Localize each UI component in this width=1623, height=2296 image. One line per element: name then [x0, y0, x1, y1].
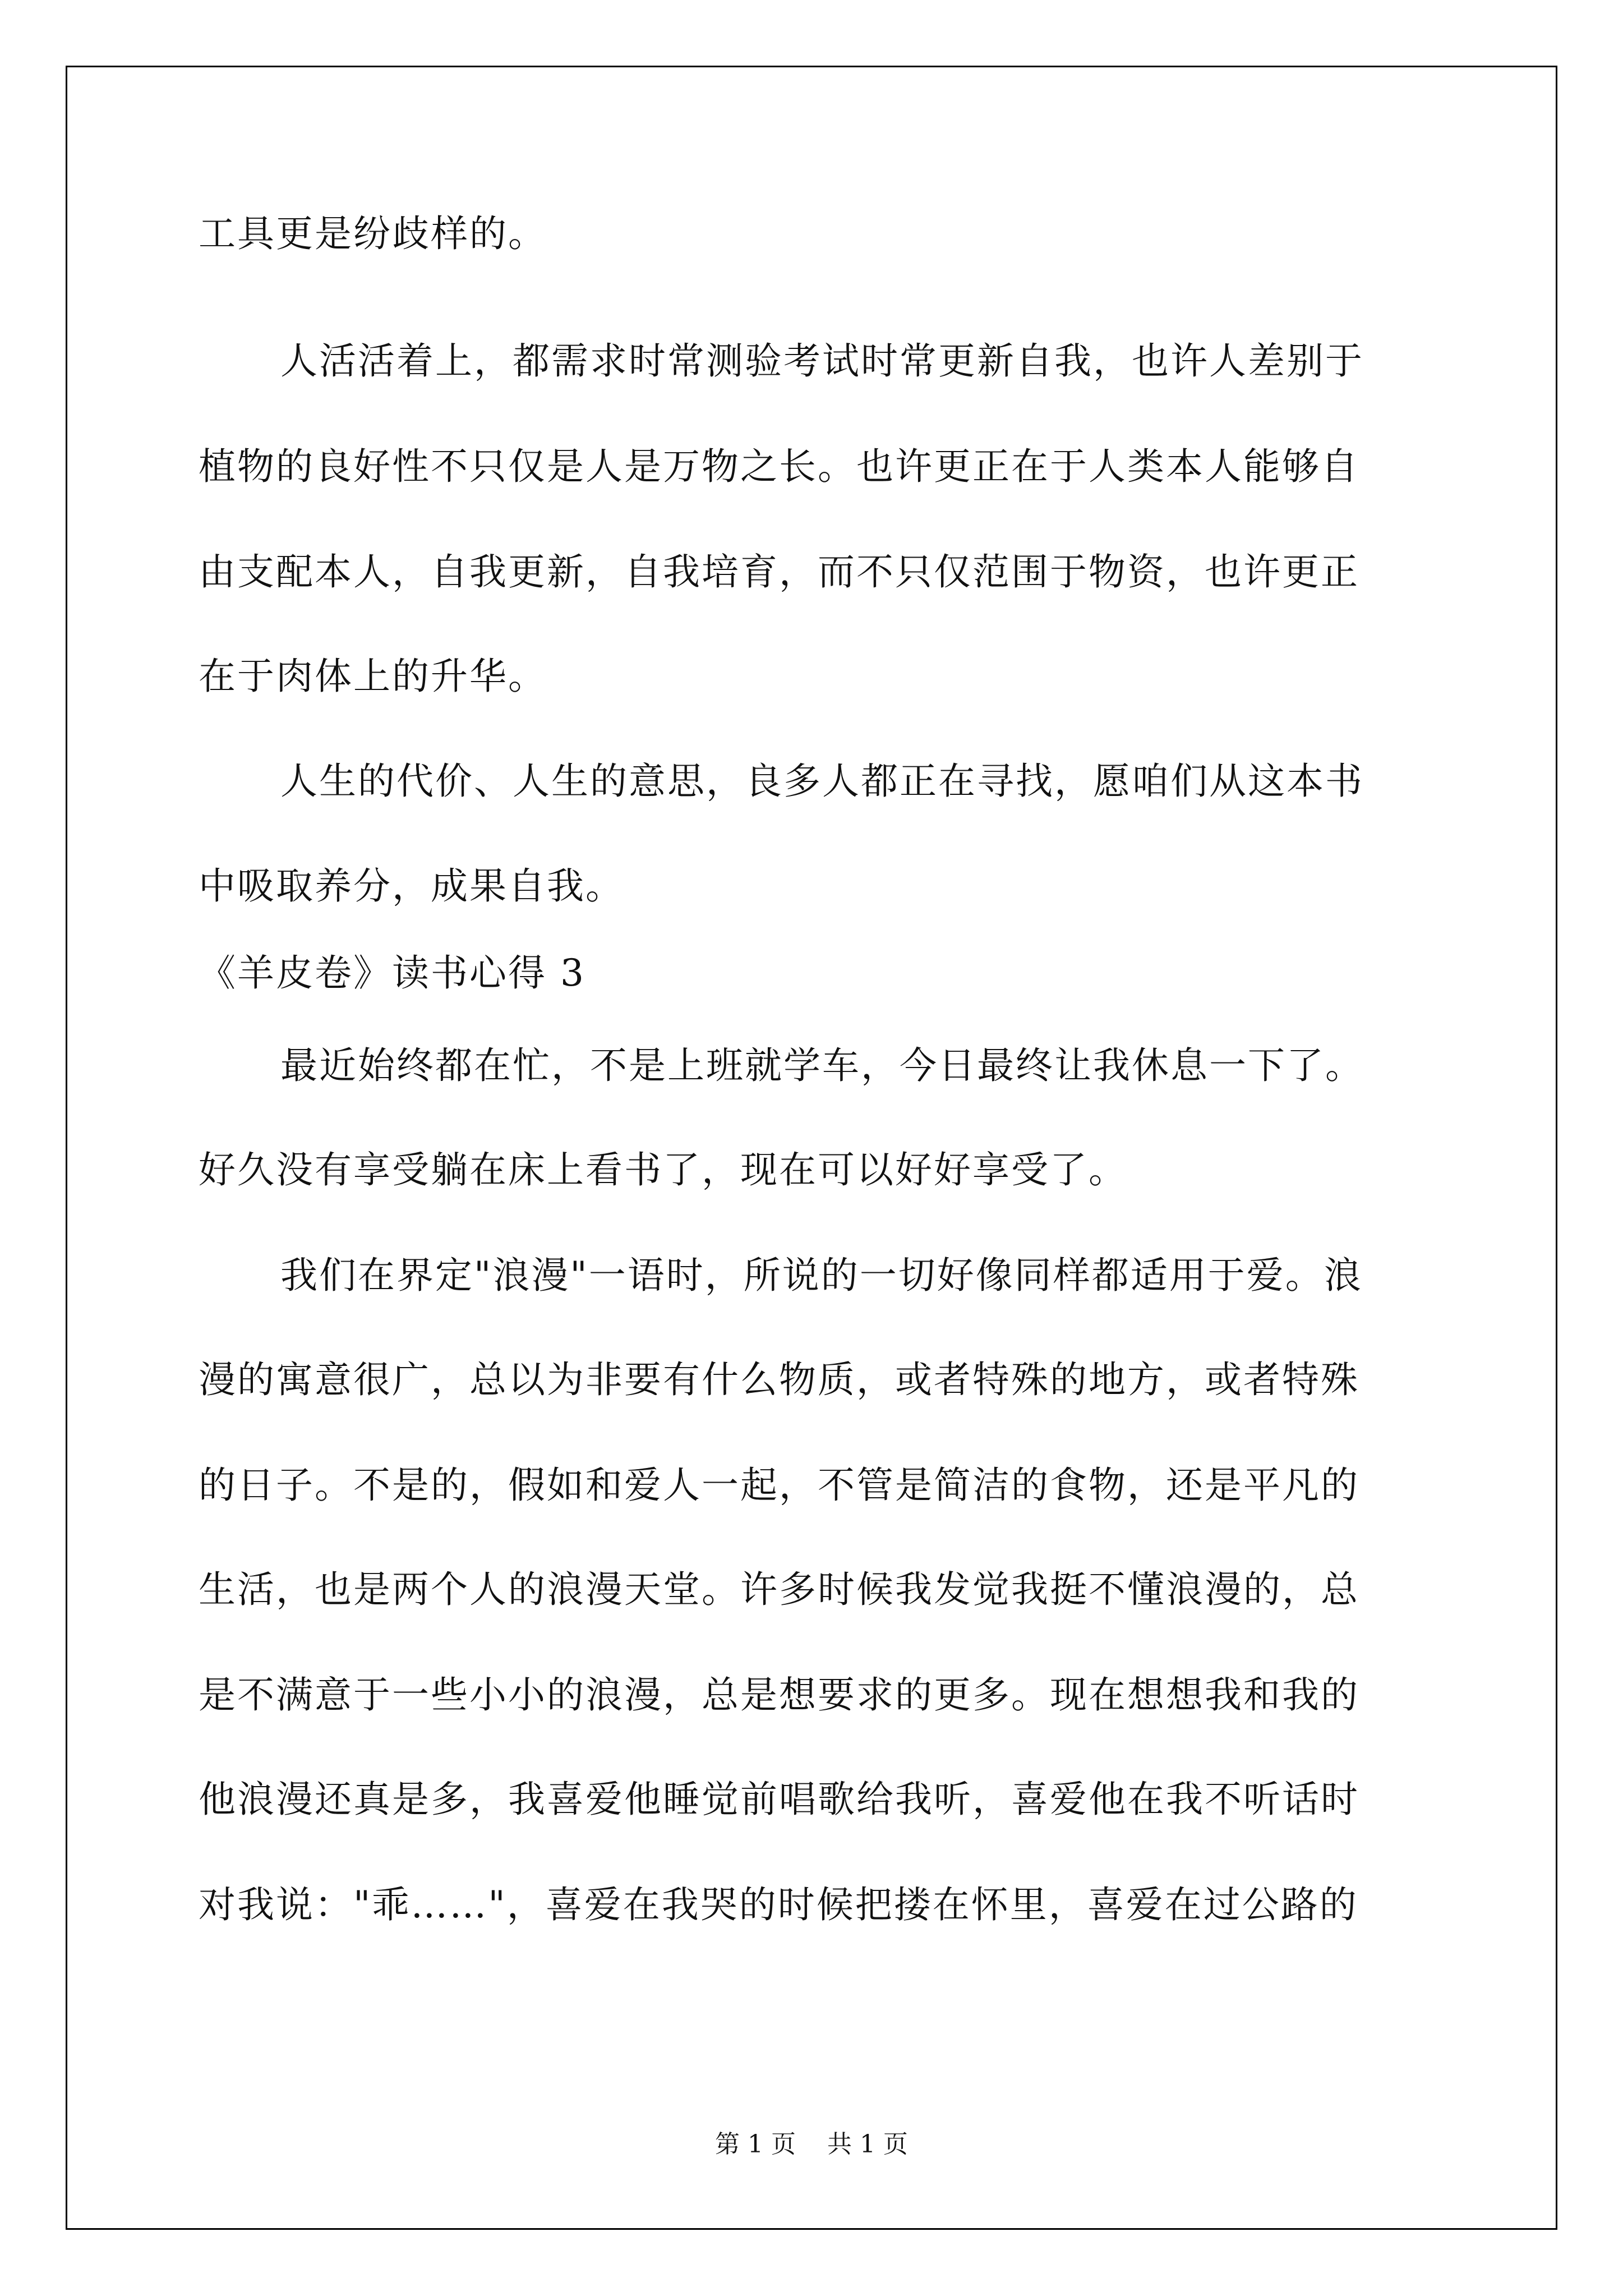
text-line: 是不满意于一些小小的浪漫，总是想要求的更多。现在想想我和我的	[199, 1673, 1359, 1717]
text-line: 好久没有享受躺在床上看书了，现在可以好好享受了。	[199, 1148, 1127, 1191]
text-line: 人生的代价、人生的意思，良多人都正在寻找，愿咱们从这本书	[280, 760, 1364, 803]
text-line: 植物的良好性不只仅是人是万物之长。也许更正在于人类本人能够自	[199, 445, 1359, 488]
text-line: 我们在界定"浪漫"一语时，所说的一切好像同样都适用于爱。浪	[280, 1254, 1363, 1297]
text-line: 最近始终都在忙，不是上班就学车，今日最终让我休息一下了。	[280, 1044, 1364, 1087]
page-footer: 第 1 页 共 1 页	[715, 2130, 908, 2159]
text-line: 生活，也是两个人的浪漫天堂。许多时候我发觉我挺不懂浪漫的，总	[199, 1568, 1359, 1611]
section-heading: 《羊皮卷》读书心得 3	[199, 951, 585, 995]
text-line: 人活活着上，都需求时常测验考试时常更新自我，也许人差别于	[280, 339, 1364, 383]
text-line: 由支配本人，自我更新，自我培育，而不只仅范围于物资，也许更正	[199, 550, 1359, 593]
text-line: 在于肉体上的升华。	[199, 655, 547, 698]
text-line: 中吸取养分，成果自我。	[199, 864, 624, 908]
text-line: 他浪漫还真是多，我喜爱他睡觉前唱歌给我听，喜爱他在我不听话时	[199, 1778, 1359, 1821]
text-line: 对我说："乖……"，喜爱在我哭的时候把搂在怀里，喜爱在过公路的	[199, 1883, 1358, 1926]
text-line: 的日子。不是的，假如和爱人一起，不管是简洁的食物，还是平凡的	[199, 1464, 1359, 1507]
text-line: 漫的寓意很广，总以为非要有什么物质，或者特殊的地方，或者特殊	[199, 1358, 1359, 1401]
text-line: 工具更是纷歧样的。	[199, 212, 547, 255]
